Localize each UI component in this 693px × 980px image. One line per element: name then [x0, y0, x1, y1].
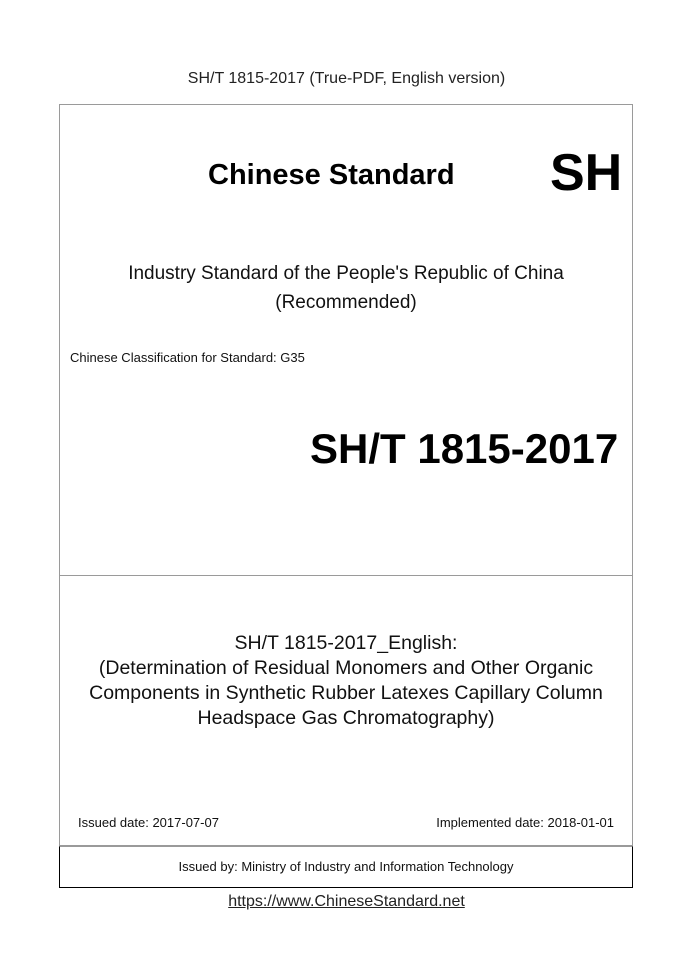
- industry-line-2: (Recommended): [275, 292, 417, 313]
- english-title-line-2: (Determination of Residual Monomers and Other Organic: [98, 657, 594, 679]
- english-title-line-1: SH/T 1815-2017_English:: [234, 632, 458, 654]
- implemented-date: Implemented date: 2018-01-01: [436, 815, 614, 830]
- english-title-block: [60, 631, 632, 731]
- document-header: SH/T 1815-2017 (True-PDF, English version): [187, 70, 506, 87]
- industry-statement: [60, 259, 632, 317]
- cover-title: Chinese Standard: [208, 159, 455, 191]
- issuer-box: Issued by: Ministry of Industry and Information Technology: [59, 846, 633, 888]
- standard-number: SH/T 1815-2017: [310, 425, 619, 472]
- industry-line-1: Industry Standard of the People's Republic of China: [128, 263, 564, 284]
- website-link[interactable]: https://www.ChineseStandard.net: [228, 893, 465, 910]
- cover-box: [59, 104, 633, 846]
- issued-date: Issued date: 2017-07-07: [78, 815, 219, 830]
- section-divider: [60, 575, 632, 576]
- english-title-line-3: Components in Synthetic Rubber Latexes Capillary Column: [89, 682, 603, 704]
- standard-code: SH: [550, 144, 623, 202]
- english-title-line-4: Headspace Gas Chromatography): [197, 707, 495, 729]
- classification-label: Chinese Classification for Standard: G35: [70, 350, 305, 365]
